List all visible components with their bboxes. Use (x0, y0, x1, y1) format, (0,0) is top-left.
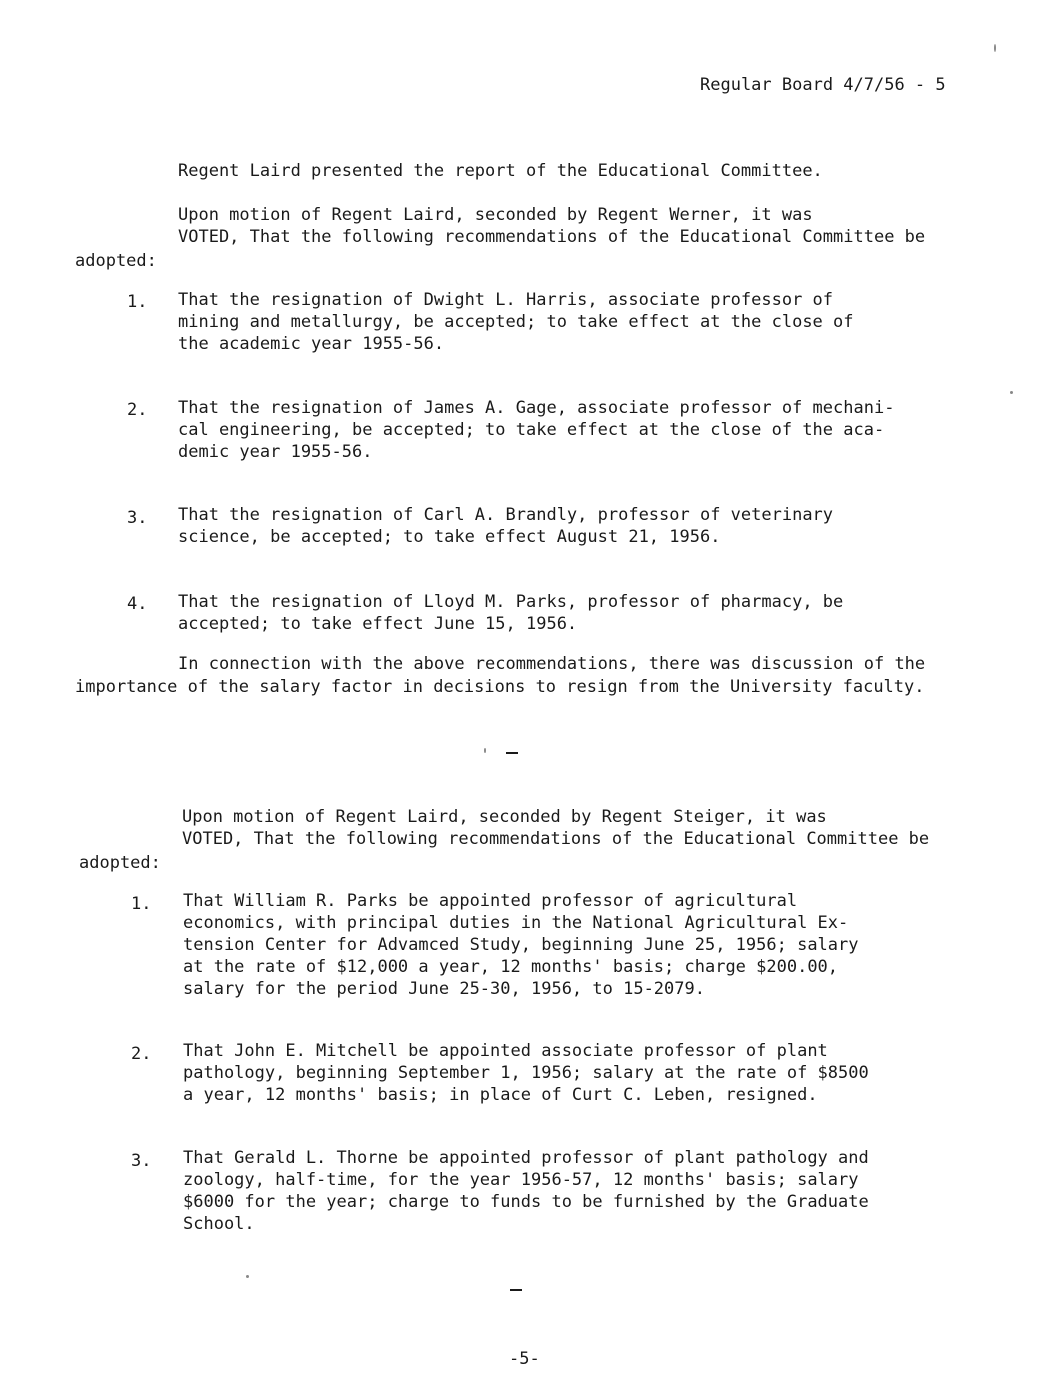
item-line: pathology, beginning September 1, 1956; salary at the rate of $8500 (183, 1063, 869, 1083)
page-header: Regular Board 4/7/56 - 5 (700, 75, 946, 95)
item-line: That William R. Parks be appointed professor of agricultural (183, 891, 798, 911)
separator-dash (510, 1289, 522, 1291)
item-line: That John E. Mitchell be appointed associate professor of plant (183, 1041, 828, 1061)
item-line: $6000 for the year; charge to funds to be furnished by the Graduate (183, 1192, 869, 1212)
item-line: zoology, half-time, for the year 1956-57, 12 months' basis; salary (183, 1170, 859, 1190)
discussion-line2: importance of the salary factor in decisions to resign from the University faculty. (75, 677, 925, 697)
item-line: That the resignation of Carl A. Brandly, professor of veterinary (178, 505, 834, 525)
item-line: That the resignation of James A. Gage, associate professor of mechani- (178, 398, 895, 418)
motion1-adopted: adopted: (75, 251, 157, 271)
item-number: 1. (127, 292, 148, 312)
scan-speck (1010, 391, 1013, 394)
motion1-line2: VOTED, That the following recommendations of the Educational Committee be (178, 227, 926, 247)
discussion-line1: In connection with the above recommendations, there was discussion of the (178, 654, 926, 674)
motion2-line2: VOTED, That the following recommendations of the Educational Committee be (182, 829, 930, 849)
item-line: That Gerald L. Thorne be appointed professor of plant pathology and (183, 1148, 869, 1168)
item-number: 3. (127, 508, 148, 528)
motion2-adopted: adopted: (79, 853, 161, 873)
item-line: science, be accepted; to take effect August 21, 1956. (178, 527, 721, 547)
item-line: accepted; to take effect June 15, 1956. (178, 614, 578, 634)
scan-speck (484, 748, 486, 753)
item-number: 4. (127, 594, 148, 614)
item-line: That the resignation of Dwight L. Harris, associate professor of (178, 290, 834, 310)
item-number: 2. (127, 400, 148, 420)
item-number: 1. (131, 894, 152, 914)
item-line: That the resignation of Lloyd M. Parks, professor of pharmacy, be (178, 592, 844, 612)
scan-speck (246, 1275, 249, 1278)
item-number: 3. (131, 1151, 152, 1171)
separator-dash (506, 752, 518, 754)
item-line: at the rate of $12,000 a year, 12 months' basis; charge $200.00, (183, 957, 839, 977)
item-line: cal engineering, be accepted; to take effect at the close of the aca- (178, 420, 885, 440)
item-line: demic year 1955-56. (178, 442, 373, 462)
page-number: -5- (509, 1349, 540, 1369)
item-line: economics, with principal duties in the National Agricultural Ex- (183, 913, 849, 933)
motion2-line1: Upon motion of Regent Laird, seconded by Regent Steiger, it was (182, 807, 827, 827)
item-line: the academic year 1955-56. (178, 334, 445, 354)
intro-paragraph: Regent Laird presented the report of the Educational Committee. (178, 161, 823, 181)
item-line: mining and metallurgy, be accepted; to take effect at the close of (178, 312, 854, 332)
motion1-line1: Upon motion of Regent Laird, seconded by Regent Werner, it was (178, 205, 813, 225)
item-line: School. (183, 1214, 255, 1234)
item-line: tension Center for Advamced Study, beginning June 25, 1956; salary (183, 935, 859, 955)
item-number: 2. (131, 1044, 152, 1064)
scan-speck (994, 44, 996, 52)
item-line: salary for the period June 25-30, 1956, to 15-2079. (183, 979, 705, 999)
item-line: a year, 12 months' basis; in place of Curt C. Leben, resigned. (183, 1085, 818, 1105)
